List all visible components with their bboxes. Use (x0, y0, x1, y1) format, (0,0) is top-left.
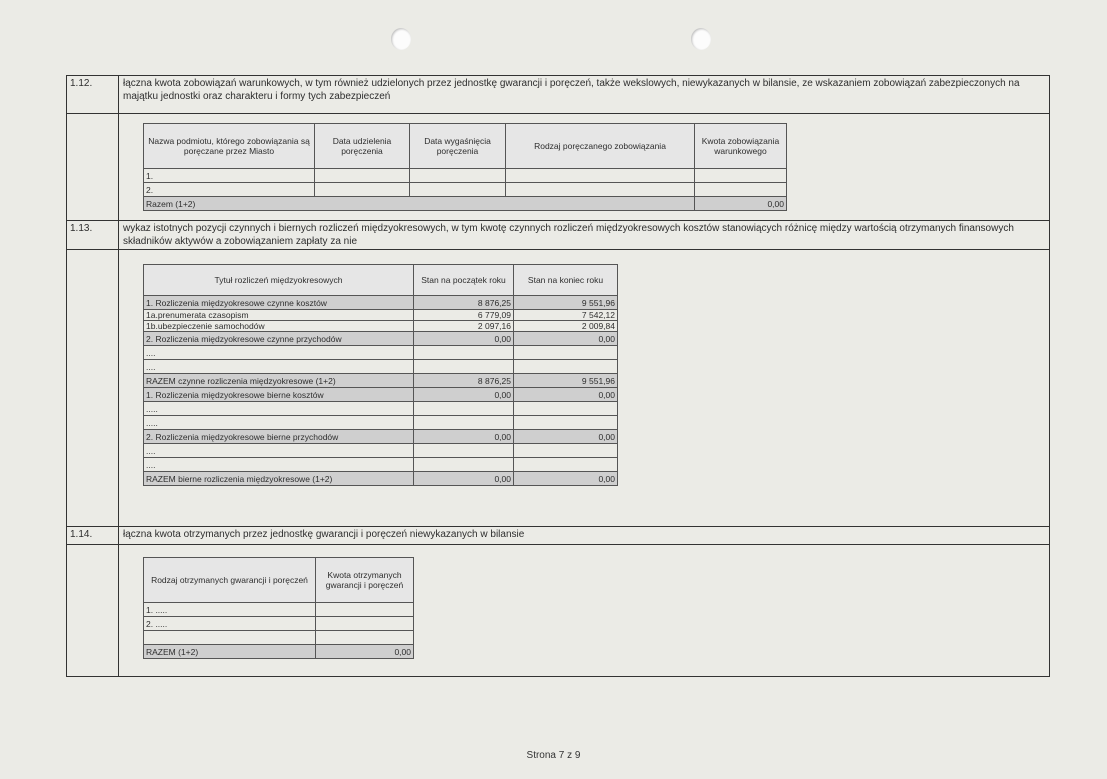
total-label: RAZEM (1+2) (144, 645, 316, 659)
row-end: 9 551,96 (514, 296, 618, 310)
guarantees-given-table (143, 123, 787, 211)
row-label: RAZEM czynne rozliczenia międzyokresowe (1+2) (144, 374, 414, 388)
row-label: 1. Rozliczenia międzyokresowe bierne kosztów (144, 388, 414, 402)
row-label: .... (144, 444, 414, 458)
row-label: ..... (144, 416, 414, 430)
row-start: 8 876,25 (414, 296, 514, 310)
section-number-1-12: 1.12. (67, 76, 119, 114)
guarantees-received-table (143, 557, 414, 659)
section-description-1-12: łączna kwota zobowiązań warunkowych, w tym również udzielonych przez jednostkę gwarancji i poręczeń, także wekslowych, niewykazanych w bilansie, ze wskazaniem zobowiązań zabezpieczonych na majątku jednostki oraz charakteru i formy tych zabezpieczeń (119, 76, 1050, 114)
table-row (144, 603, 414, 617)
table-row (144, 169, 787, 183)
table-row (144, 374, 618, 388)
section-content-1-14 (119, 545, 1050, 677)
row-label: ..... (144, 402, 414, 416)
section-blank-cell (67, 545, 119, 677)
table-row (144, 360, 618, 374)
table-row (144, 310, 618, 321)
table-row (144, 321, 618, 332)
section-description-1-13: wykaz istotnych pozycji czynnych i biernych rozliczeń międzyokresowych, w tym kwotę czynnych rozliczeń międzyokresowych kosztów stanowiących różnicę między wartością otrzymanych finansowych składników aktywów a zobowiązaniem zapłaty za nie (119, 221, 1050, 250)
col-header-liability-amount: Kwota zobowiązania warunkowego (695, 124, 787, 169)
col-header-liability-type: Rodzaj poręczanego zobowiązania (506, 124, 695, 169)
table-row (144, 332, 618, 346)
row-label: 2. Rozliczenia międzyokresowe bierne przychodów (144, 430, 414, 444)
row-label: 1b.ubezpieczenie samochodów (144, 321, 414, 332)
row-label: .... (144, 458, 414, 472)
accruals-table (143, 264, 618, 486)
row-end: 0,00 (514, 430, 618, 444)
row-start (414, 402, 514, 416)
row-label: 2. ..... (144, 617, 316, 631)
punch-hole-right (691, 28, 711, 50)
table-row (144, 617, 414, 631)
total-value: 0,00 (695, 197, 787, 211)
col-header-grant-date: Data udzielenia poręczenia (315, 124, 410, 169)
table-row (144, 388, 618, 402)
table-row (144, 458, 618, 472)
col-header-title: Tytuł rozliczeń międzyokresowych (144, 265, 414, 296)
section-description-1-14: łączna kwota otrzymanych przez jednostkę gwarancji i poręczeń niewykazanych w bilansie (119, 527, 1050, 545)
table-row (144, 631, 414, 645)
row-end: 2 009,84 (514, 321, 618, 332)
row-end: 0,00 (514, 472, 618, 486)
section-content-1-12 (119, 114, 1050, 221)
row-start: 0,00 (414, 472, 514, 486)
table-row (144, 402, 618, 416)
row-end: 0,00 (514, 332, 618, 346)
notes-table (66, 75, 1050, 677)
col-header-entity-name: Nazwa podmiotu, którego zobowiązania są poręczane przez Miasto (144, 124, 315, 169)
table-row (144, 346, 618, 360)
total-label: Razem (1+2) (144, 197, 695, 211)
row-label: 1. Rozliczenia międzyokresowe czynne kosztów (144, 296, 414, 310)
row-label: 2. Rozliczenia międzyokresowe czynne przychodów (144, 332, 414, 346)
section-number-1-13: 1.13. (67, 221, 119, 250)
row-start: 6 779,09 (414, 310, 514, 321)
row-start (414, 360, 514, 374)
table-row (144, 430, 618, 444)
table-row (144, 296, 618, 310)
row-label: .... (144, 346, 414, 360)
row-end: 0,00 (514, 388, 618, 402)
punch-hole-left (391, 28, 411, 50)
row-start: 2 097,16 (414, 321, 514, 332)
total-value: 0,00 (316, 645, 414, 659)
row-end: 9 551,96 (514, 374, 618, 388)
row-start: 8 876,25 (414, 374, 514, 388)
row-start (414, 346, 514, 360)
row-label: 1. (144, 169, 315, 183)
row-end: 7 542,12 (514, 310, 618, 321)
row-label: 1a.prenumerata czasopism (144, 310, 414, 321)
section-blank-cell (67, 114, 119, 221)
row-start: 0,00 (414, 388, 514, 402)
row-end (514, 360, 618, 374)
table-row (144, 472, 618, 486)
section-content-1-13 (119, 250, 1050, 527)
row-start (414, 416, 514, 430)
table-row (144, 444, 618, 458)
row-label: 2. (144, 183, 315, 197)
col-header-guarantee-type: Rodzaj otrzymanych gwarancji i poręczeń (144, 558, 316, 603)
col-header-guarantee-amount: Kwota otrzymanych gwarancji i poręczeń (316, 558, 414, 603)
total-row (144, 197, 787, 211)
row-end (514, 346, 618, 360)
row-start (414, 458, 514, 472)
row-label: .... (144, 360, 414, 374)
col-header-expiry-date: Data wygaśnięcia poręczenia (410, 124, 506, 169)
total-row (144, 645, 414, 659)
row-end (514, 402, 618, 416)
row-label: 1. ..... (144, 603, 316, 617)
col-header-start-balance: Stan na początek roku (414, 265, 514, 296)
row-end (514, 444, 618, 458)
page-footer: Strona 7 z 9 (526, 750, 581, 761)
row-start: 0,00 (414, 332, 514, 346)
section-blank-cell (67, 250, 119, 527)
section-number-1-14: 1.14. (67, 527, 119, 545)
row-label: RAZEM bierne rozliczenia międzyokresowe (1+2) (144, 472, 414, 486)
table-row (144, 183, 787, 197)
row-end (514, 416, 618, 430)
row-start: 0,00 (414, 430, 514, 444)
table-row (144, 416, 618, 430)
row-start (414, 444, 514, 458)
col-header-end-balance: Stan na koniec roku (514, 265, 618, 296)
row-end (514, 458, 618, 472)
